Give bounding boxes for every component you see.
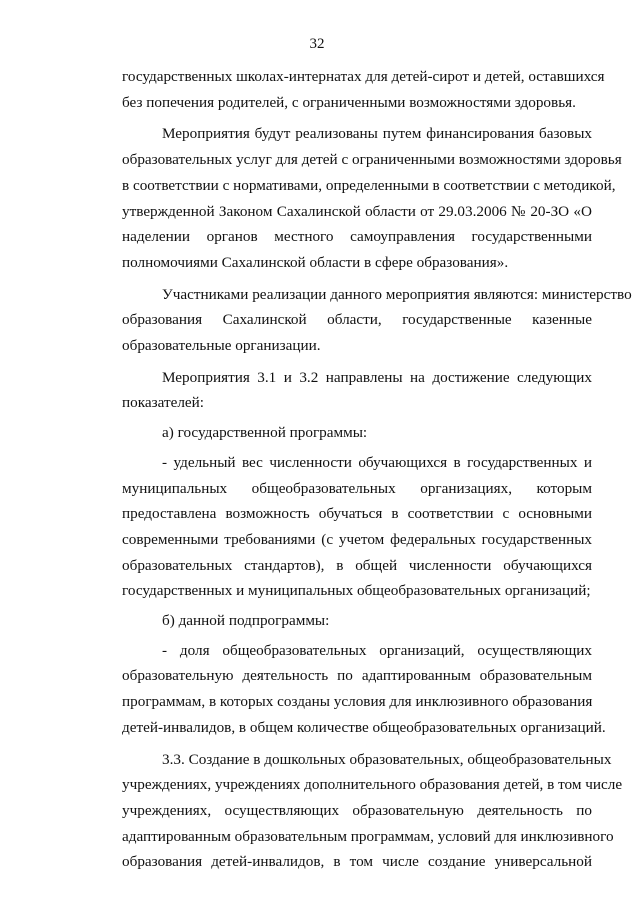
text-line: - удельный вес численности обучающихся в государственных и xyxy=(162,453,592,471)
text-line: образовательных стандартов), в общей численности обучающихся xyxy=(122,556,592,574)
text-line: утвержденной Законом Сахалинской области от 29.03.2006 № 20-ЗО «О xyxy=(122,202,592,220)
text-line: 3.3. Создание в дошкольных образовательных, общеобразовательных xyxy=(162,750,612,768)
text-line: образовательных услуг для детей с ограниченными возможностями здоровья xyxy=(122,151,622,169)
paragraph xyxy=(122,747,623,876)
document-body xyxy=(122,64,632,880)
text-line: - доля общеобразовательных организаций, осуществляющих xyxy=(162,641,592,659)
text-line: адаптированным образовательным программам, условий для инклюзивного xyxy=(122,827,614,845)
text-line: Мероприятия будут реализованы путем финансирования базовых xyxy=(162,125,592,143)
text-line: государственных и муниципальных общеобразовательных организаций; xyxy=(122,582,591,600)
text-line: учреждениях, осуществляющих образовательную деятельность по xyxy=(122,801,592,819)
text-line: учреждениях, учреждениях дополнительного образования детей, в том числе xyxy=(122,776,623,794)
text-line: детей-инвалидов, в общем количестве общеобразовательных организаций. xyxy=(122,718,606,736)
text-line: в соответствии с нормативами, определенными в соответствии с методикой, xyxy=(122,176,616,194)
paragraph xyxy=(122,121,622,275)
paragraph xyxy=(122,420,592,446)
text-line: полномочиями Сахалинской области в сфере образования». xyxy=(122,253,509,271)
paragraph xyxy=(122,64,605,115)
paragraph xyxy=(122,365,592,416)
text-line: программам, в которых созданы условия для инклюзивного образования xyxy=(122,693,593,711)
text-line: а) государственной программы: xyxy=(162,424,368,442)
text-line: Мероприятия 3.1 и 3.2 направлены на достижение следующих xyxy=(162,368,592,386)
text-line: муниципальных общеобразовательных организациях, которым xyxy=(122,479,592,497)
text-line: без попечения родителей, с ограниченными возможностями здоровья. xyxy=(122,93,576,111)
text-line: образования Сахалинской области, государственные казенные xyxy=(122,311,592,329)
paragraph xyxy=(122,638,606,741)
text-line: наделении органов местного самоуправления государственными xyxy=(122,228,592,246)
text-line: Участниками реализации данного мероприятия являются: министерство xyxy=(162,285,632,303)
text-line: образования детей-инвалидов, в том числе создание универсальной xyxy=(122,853,592,871)
paragraph xyxy=(122,282,632,359)
paragraph xyxy=(122,608,592,634)
paragraph xyxy=(122,450,592,604)
text-line: государственных школах-интернатах для детей-сирот и детей, оставшихся xyxy=(122,68,605,85)
text-line: показателей: xyxy=(122,394,205,412)
text-line: образовательную деятельность по адаптированным образовательным xyxy=(122,667,592,685)
text-line: б) данной подпрограммы: xyxy=(162,612,330,630)
text-line: предоставлена возможность обучаться в соответствии с основными xyxy=(122,505,592,523)
text-line: современными требованиями (с учетом федеральных государственных xyxy=(122,530,592,548)
text-line: образовательные организации. xyxy=(122,337,321,355)
page-number: 32 xyxy=(309,36,325,52)
